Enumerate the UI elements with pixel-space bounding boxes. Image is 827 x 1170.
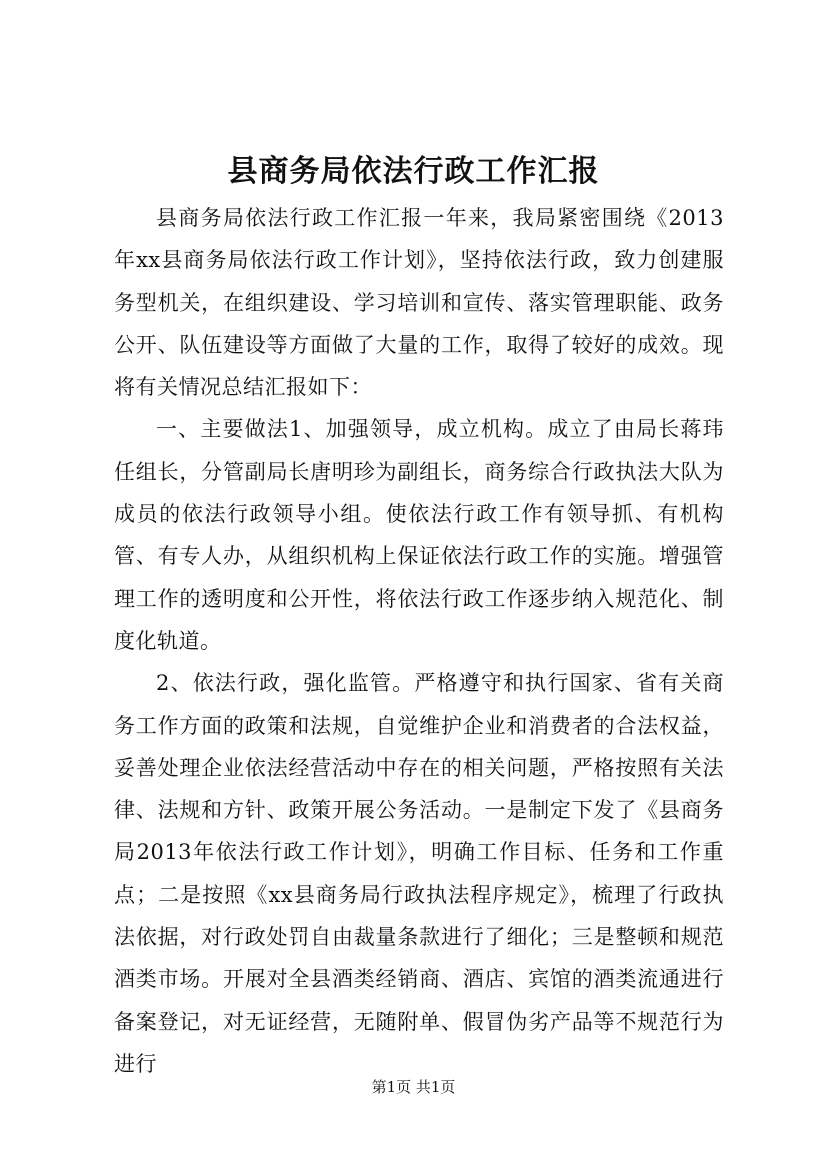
document-title: 县商务局依法行政工作汇报 — [227, 154, 600, 189]
page-footer: 第1页 共1页 — [371, 1078, 456, 1096]
paragraph-intro: 县商务局依法行政工作汇报一年来，我局紧密围绕《2013年xx县商务局依法行政工作计划》，坚持依法行政，致力创建服务型机关，在组织建设、学习培训和宣传、落实管理职能、政务公开、队伍建设等方面做了大量的工作，取得了较好的成效。现将有关情况总结汇报如下： — [114, 206, 724, 400]
paragraph-section-one: 一、主要做法1、加强领导，成立机构。成立了由局长蒋玮任组长，分管副局长唐明珍为副组长，商务综合行政执法大队为成员的依法行政领导小组。使依法行政工作有领导抓、有机构管、有专人办，从组织机构上保证依法行政工作的实施。增强管理工作的透明度和公开性，将依法行政工作逐步纳入规范化、制度化轨道。 — [114, 417, 724, 653]
paragraph-section-two: 2、依法行政，强化监管。严格遵守和执行国家、省有关商务工作方面的政策和法规，自觉维护企业和消费者的合法权益，妥善处理企业依法经营活动中存在的相关问题，严格按照有关法律、法规和方针、政策开展公务活动。一是制定下发了《县商务局2013年依法行政工作计划》，明确工作目标、任务和工作重点；二是按照《xx县商务局行政执法程序规定》，梳理了行政执法依据，对行政处罚自由裁量条款进行了细化；三是整顿和规范酒类市场。开展对全县酒类经销商、酒店、宾馆的酒类流通进行备案登记，对无证经营，无随附单、假冒伪劣产品等不规范行为进行 — [114, 671, 724, 1076]
document-body — [114, 197, 724, 1085]
